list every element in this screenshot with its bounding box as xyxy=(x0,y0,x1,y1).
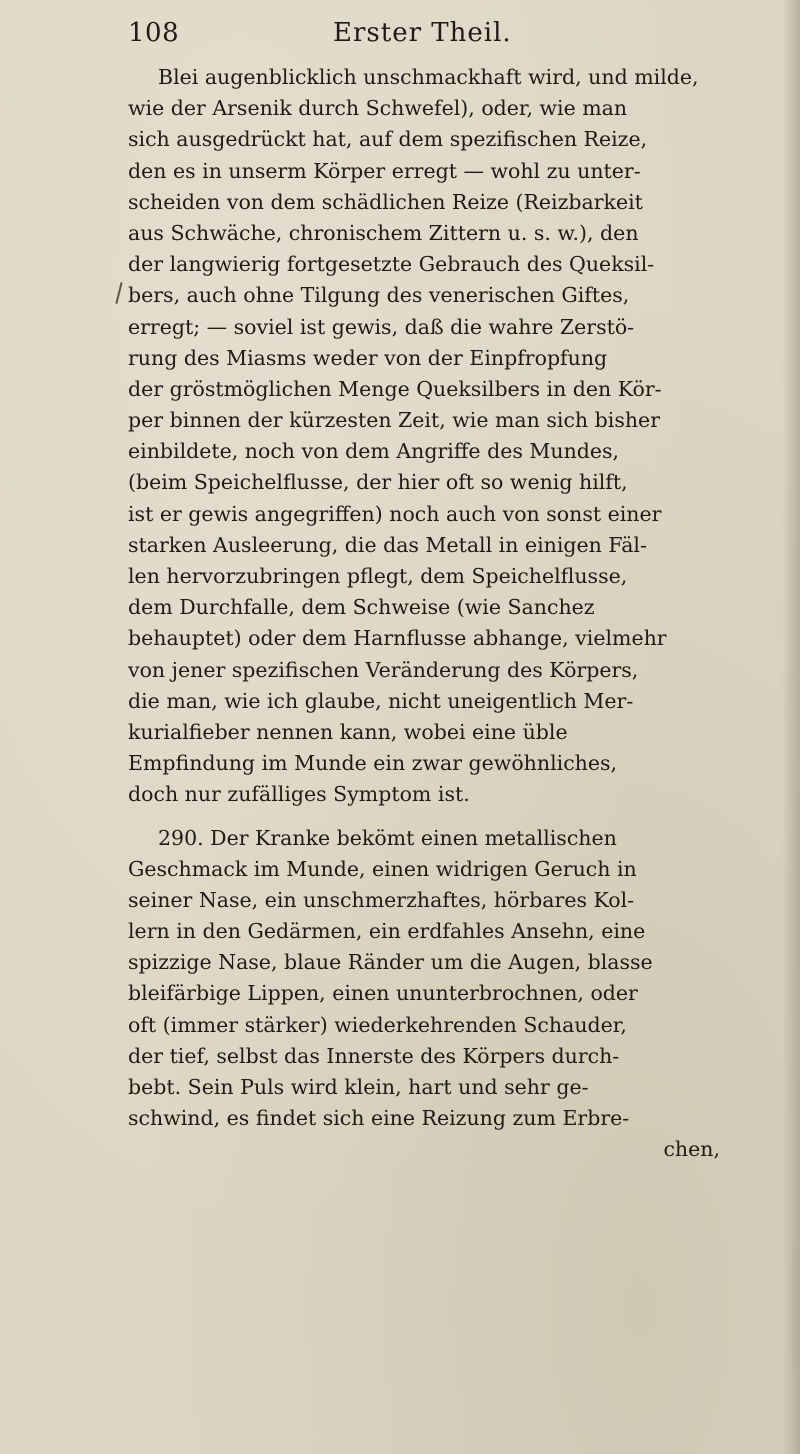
paragraph-gap xyxy=(128,811,750,823)
text-line: 290. Der Kranke bekömt einen metallischen xyxy=(158,825,617,850)
page-edge-shadow xyxy=(782,0,800,1454)
text-line: ist er gewis angegriffen) noch auch von sonst einer xyxy=(128,501,662,526)
text-line: rung des Miasms weder von der Einpfropfung xyxy=(128,345,608,370)
text-line: scheiden von dem schädlichen Reize (Reizbarkeit xyxy=(128,189,643,214)
text-line: Empfindung im Munde ein zwar gewöhnliches, xyxy=(128,751,618,776)
text-line: der langwierig fortgesetzte Gebrauch des Queksil- xyxy=(128,252,655,277)
text-line: die man, wie ich glaube, nicht uneigentlich Mer- xyxy=(128,688,634,713)
margin-pencil-mark xyxy=(115,282,122,304)
text-line: schwind, es findet sich eine Reizung zum Erbre- xyxy=(128,1106,630,1131)
text-line: oft (immer stärker) wiederkehrenden Schauder, xyxy=(128,1012,627,1037)
page-header xyxy=(128,18,648,58)
text-line: einbildete, noch von dem Angriffe des Mundes, xyxy=(128,439,620,464)
text-line: Blei augenblicklich unschmackhaft wird, und milde, xyxy=(158,65,699,89)
text-line: (beim Speichelflusse, der hier oft so wenig hilft, xyxy=(128,470,628,495)
text-line: der tief, selbst das Innerste des Körpers durch- xyxy=(128,1043,620,1068)
text-line: sich ausgedrückt hat, auf dem spezifischen Reize, xyxy=(128,127,648,152)
text-line: der gröstmöglichen Menge Queksilbers in den Kör- xyxy=(128,376,662,401)
running-head: Erster Theil. xyxy=(333,18,512,48)
page-number: 108 xyxy=(128,18,180,48)
paragraph-1 xyxy=(128,62,750,811)
text-line: dem Durchfalle, dem Schweise (wie Sanchez xyxy=(128,595,595,620)
text-line: von jener spezifischen Veränderung des Körpers, xyxy=(128,657,639,682)
text-line: behauptet) oder dem Harnflusse abhange, vielmehr xyxy=(128,626,667,651)
body-text xyxy=(128,62,750,1166)
text-line: aus Schwäche, chronischem Zittern u. s. w.), den xyxy=(128,220,639,245)
text-line: erregt; — soviel ist gewis, daß die wahre Zerstö- xyxy=(128,314,635,339)
text-line: chen, xyxy=(663,1137,720,1162)
text-line: seiner Nase, ein unschmerzhaftes, hörbares Kol- xyxy=(128,887,635,912)
paragraph-290 xyxy=(128,823,750,1166)
text-line: per binnen der kürzesten Zeit, wie man sich bisher xyxy=(128,408,660,433)
text-line: bers, auch ohne Tilgung des venerischen Giftes, xyxy=(128,283,630,308)
text-line: lern in den Gedärmen, ein erdfahles Ansehn, eine xyxy=(128,919,646,944)
text-line: bebt. Sein Puls wird klein, hart und sehr ge- xyxy=(128,1075,589,1099)
text-line: den es in unserm Körper erregt — wohl zu unter- xyxy=(128,158,641,183)
text-line: len hervorzubringen pflegt, dem Speichelflusse, xyxy=(128,564,628,588)
text-line: bleifärbige Lippen, einen ununterbrochnen, oder xyxy=(128,981,638,1006)
text-line: spizzige Nase, blaue Ränder um die Augen, blasse xyxy=(128,950,653,975)
text-line: starken Ausleerung, die das Metall in einigen Fäl- xyxy=(128,532,647,557)
text-line: kurialfieber nennen kann, wobei eine üble xyxy=(128,719,568,744)
text-line: Geschmack im Munde, einen widrigen Geruch in xyxy=(128,856,637,881)
text-line: doch nur zufälliges Symptom ist. xyxy=(128,782,470,807)
text-line: wie der Arsenik durch Schwefel), oder, wie man xyxy=(128,96,628,121)
